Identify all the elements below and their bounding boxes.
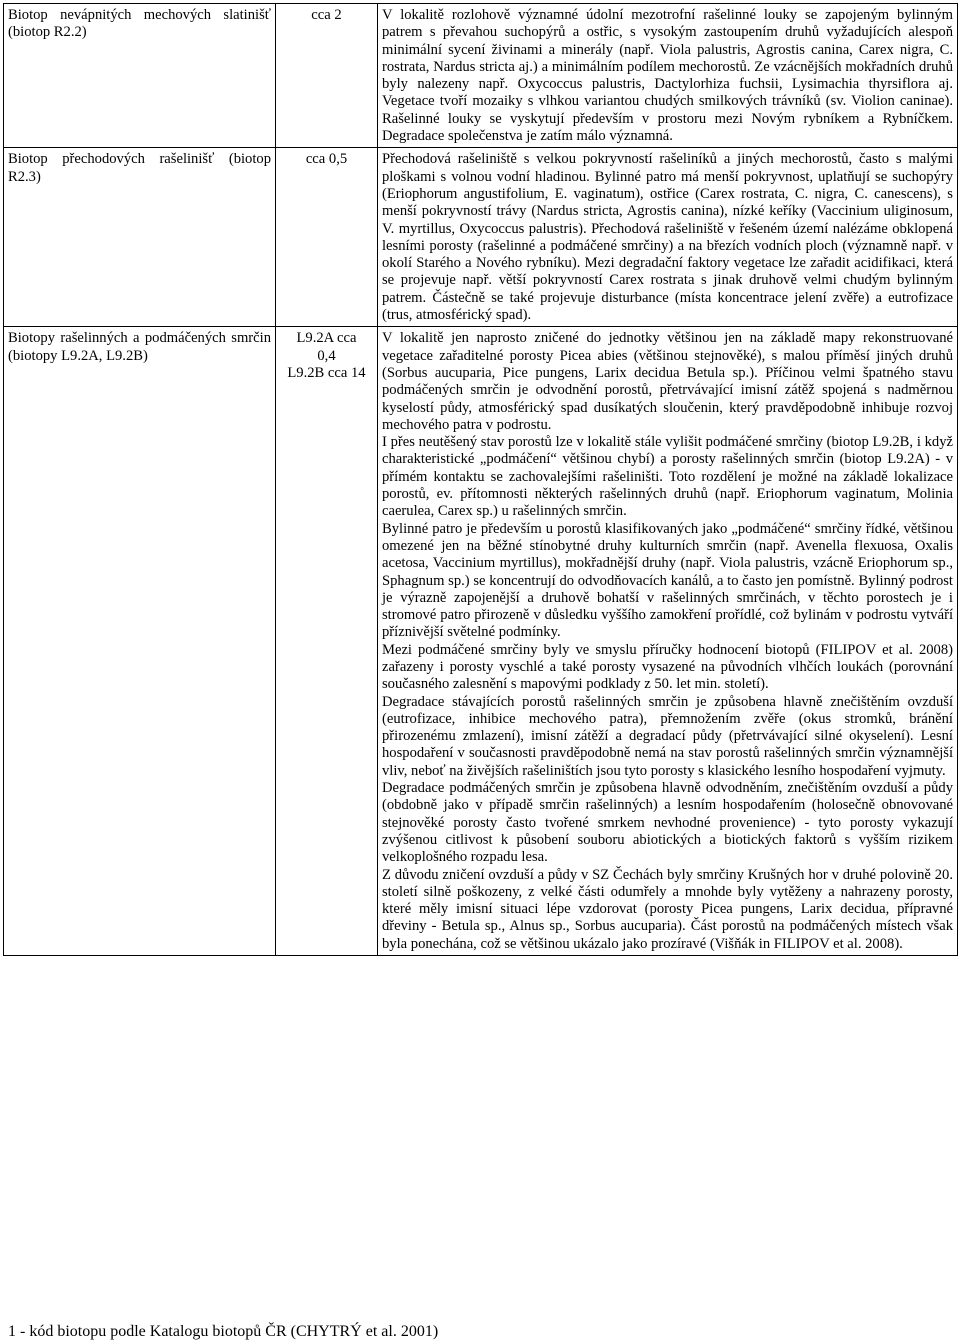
description-paragraph: Přechodová rašeliniště s velkou pokryvností rašeliníků a jiných mechorostů, často s malými ploškami s volnou vodní hladinou. Bylinné patro má menší pokryvnost, uplatňují se suchopýry (Eriophorum angustifolium, E. vaginatum), ostřice (Carex rostrata, C. nigra, C. canescens), s menší pokryvností trávy (Nardus stricta, Agrostis canina), nízké keříky (Vaccinium uliginosum, V. myrtillus, Oxycoccus palustris). Přechodová rašeliniště v řešeném území nalézáme obklopená lesními porosty (rašelinné a podmáčené smrčiny) a na březích vodních ploch (významně např. v okolí Starého a Nového rybníku). Mezi degradační faktory vegetace lze zařadit acidifikaci, která se projevuje např. větší pokryvností Carex rostrata s jinak druhově velmi chudým bylinným patrem. Částečně se také projevuje disturbance (místa koncentrace jelení zvěře) a eutrofizace (trus, atmosférický spad). [382, 151, 953, 324]
description-paragraph: V lokalitě jen naprosto zničené do jednotky většinou jen na základě mapy rekonstruované vegetace zařaditelné porosty Picea abies (většinou stejnověké), s malou příměsí jiných druhů (Sorbus aucuparia, Pice pungens, Larix decidua Betula sp.). Příčinou velmi špatného stavu podmáčených smrčin je odvodnění porostů, přetrvávající imisní zátěž spojená s nadměrnou kyselostí půdy, atmosférický spad dusíkatých sloučenin, který pravděpodobně inhibuje rozvoj mechového patra v podrostu. [382, 330, 953, 433]
biotope-name-cell: Biotop přechodových rašelinišť (biotop R2.3) [4, 148, 276, 327]
table-row [4, 148, 958, 327]
biotope-description-cell [378, 327, 958, 956]
biotope-name-cell: Biotopy rašelinných a podmáčených smrčin (biotopy L9.2A, L9.2B) [4, 327, 276, 956]
area-line: 0,4 [317, 347, 336, 364]
description-paragraph: I přes neutěšený stav porostů lze v lokalitě stále vylišit podmáčené smrčiny (biotop L9.2B, i když charakteristické „podmáčení“ většinou chybí) a porosty rašelinných smrčin (biotop L9.2A) - v přímém kontaktu se zachovalejšími rašeliništi. Toto rozdělení je možné na základě lokalizace porostů, ev. přítomnosti některých rašelinných druhů (např. Eriophorum vaginatum, Molinia caerulea, Carex sp.) u rašelinných smrčin. [382, 434, 953, 520]
description-paragraph: Mezi podmáčené smrčiny byly ve smyslu příručky hodnocení biotopů (FILIPOV et al. 2008) zařazeny i porosty vyschlé a také porosty vysazené na původních vlhčích loukách (porovnání současného zalesnění s mapovými podklady z 50. let min. století). [382, 641, 953, 693]
table-row [4, 4, 958, 148]
table-row [4, 327, 958, 956]
biotope-area-cell [276, 327, 378, 956]
description-paragraph: Degradace stávajících porostů rašelinných smrčin je způsobena hlavně znečištěním ovzduší (eutrofizace, inhibice mechového patra), přemnožením zvěře (okus stromků, bránění přirozenému zmlazení), imisní zátěží a degradací půdy (přetrvávající silné okyselení). Lesní hospodaření v současnosti pravděpodobně nemá na stav porostů rašelinných smrčin významnější vliv, neboť na živějších rašeliništích jsou tyto porosty s klasického lesního hospodaření vyjmuty. [382, 693, 953, 779]
biotope-area-cell: cca 0,5 [276, 148, 378, 327]
description-paragraph: Bylinné patro je především u porostů klasifikovaných jako „podmáčené“ smrčiny řídké, většinou omezené jen na běžné stínobytné druhy kulturních smrčin (např. Avenella flexuosa, Oxalis acetosa, Vaccinium myrtillus), mokřadnější druhy (např. Viola palustris, vzácně Eriophorum sp., Sphagnum sp.) se koncentrují do odvodňovacích kanálů, a to často jen pomístně. Bylinný podrost je výrazně zapojenější a druhově bohatší v rašelinných smrčinách, v těchto porostech je i stromové patro přirozeně v důsledku vyššího zamokření prořídlé, což bylinám v podrostu vytváří příznivější světelné podmínky. [382, 520, 953, 641]
description-paragraph: Z důvodu zničení ovzduší a půdy v SZ Čechách byly smrčiny Krušných hor v druhé polovině 20. století silně poškozeny, z velké části odumřely a mnohde byly vytěženy a nahrazeny porosty, které měly imisní situaci lépe vzdorovat (porosty Picea pungens, Larix decidua, přípravné dřeviny - Betula sp., Alnus sp., Sorbus aucuparia). Část porostů na podmáčených místech však byla ponechána, což se většinou ukázalo jako prozíravé (Višňák in FILIPOV et al. 2008). [382, 866, 953, 952]
footnote: 1 - kód biotopu podle Katalogu biotopů ČR (CHYTRÝ et al. 2001) [8, 1323, 439, 1340]
biotope-area-cell: cca 2 [276, 4, 378, 148]
description-paragraph: V lokalitě rozlohově významné údolní mezotrofní rašelinné louky se zapojeným bylinným patrem s převahou suchopýrů a ostřic, s vysokým zastoupením druhů vyžadujících alespoň minimální sycení živinami a minerály (např. Viola palustris, Agrostis canina, Carex nigra, C. rostrata, Nardus stricta aj.) a minimálním podílem mechorostů. Ze vzácnějších mokřadních druhů byly nalezeny např. Oxycoccus palustris, Dactylorhiza fuchsii, Lysimachia thyrsiflora aj. Vegetace tvoří mozaiky s vlhkou variantou chudých smilkových trávníků (sv. Violion caninae). Rašelinné louky se vyskytují především v prostoru mezi Novým rybníkem a Rybníčkem. Degradace společenstva je zatím málo významná. [382, 7, 953, 145]
area-line: L9.2A cca [296, 330, 357, 347]
biotope-description-cell [378, 148, 958, 327]
biotope-name-cell: Biotop nevápnitých mechových slatinišť (biotop R2.2) [4, 4, 276, 148]
description-paragraph: Degradace podmáčených smrčin je způsobena hlavně odvodněním, znečištěním ovzduší a půdy (obdobně jako v případě smrčin rašelinných) a lesním hospodařením (holosečně obnovované stejnověké porosty často tvořené smrkem nevhodné provenience) - tyto porosty vykazují zvýšenou citlivost k působení souboru abiotických a biotických faktorů s vyšším rizikem velkoplošného rozpadu lesa. [382, 780, 953, 866]
area-line: L9.2B cca 14 [287, 364, 366, 381]
biotope-description-cell [378, 4, 958, 148]
biotope-table [3, 3, 958, 956]
